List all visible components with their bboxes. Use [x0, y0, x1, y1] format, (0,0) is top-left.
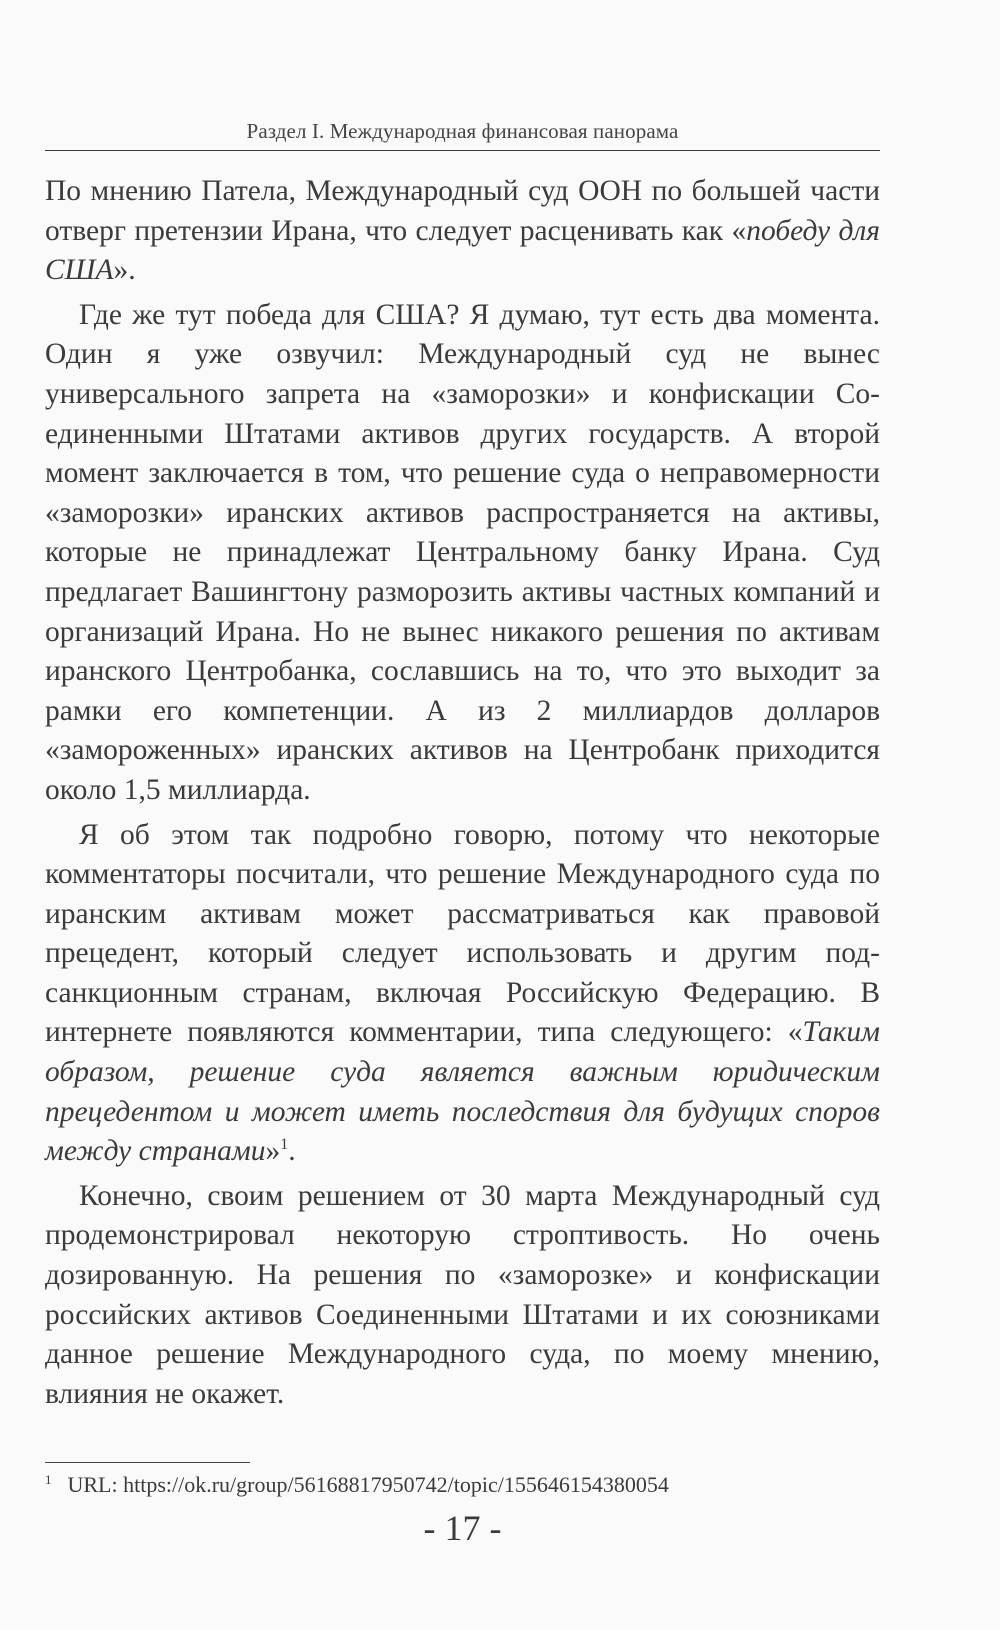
text-run: »: [265, 1135, 281, 1168]
footnote-text: URL: https://ok.ru/group/56168817950742/topic/155646154380054: [67, 1472, 669, 1497]
paragraph-2: [45, 296, 880, 811]
text-run: По мнению Пателa, Международный суд ООН по большей части отверг претензии Ирана, что следует расценивать как «: [45, 175, 880, 247]
paragraph-3: [45, 816, 880, 1172]
paragraph-4: [45, 1177, 880, 1415]
body-text: [45, 172, 880, 1414]
text-run: .: [288, 1135, 296, 1168]
italic-quote: победу для США: [45, 214, 881, 287]
page-number: - 17 -: [423, 1508, 502, 1548]
text-run: Я об этом так подробно говорю, потому что некоторые комментаторы посчитали, что решение Международного суда по иранским активам может рассматриваться как правовой прецедент, который следует использовать и другим подсанкционным странам, включая Российскую Федерацию. В интернете появляются комментарии, типа следующего: «: [45, 818, 880, 1049]
italic-quote: Таким образом, решение суда является важным юридическим прецедентом и может иметь последствия для будущих споров между странами: [45, 1016, 880, 1168]
footnote-reference: 1: [280, 1136, 289, 1154]
text-run: Где же тут победа для США? Я думаю, тут есть два момента. Один я уже озвучил: Международный суд не вынес универсального запрета на «заморозки» и конфискации Соединенными Штатами активов других государств. А второй момент заключается в том, что решение суда о неправомерности «заморозки» иранских активов распространяется на активы, которые не принадлежат Центральному банку Ирана. Суд предлагает Вашингтону разморозить активы частных компаний и организаций Ирана. Но не вынес никакого решения по активам иранского Центробанка, сославшись на то, что это выходит за рамки его компетенции. А из 2 миллиардов долларов «замороженных» иранских активов на Центробанк приходится около 1,5 миллиарда.: [45, 298, 880, 806]
footnote: [45, 1470, 880, 1500]
running-header: Раздел I. Международная финансовая панорама: [246, 119, 679, 143]
text-run: ».: [113, 254, 136, 287]
paragraph-1: [45, 172, 880, 291]
text-run: Конечно, своим решением от 30 марта Международный суд продемонстрировал некоторую строптивость. Но очень дозированную. На решения по «заморозке» и конфискации российских активов Соединенными Штатами и их союзниками данное решение Международного суда, по моему мнению, влияния не окажет.: [45, 1179, 880, 1410]
footnote-rule: [45, 1462, 250, 1463]
footnote-number: 1: [45, 1471, 52, 1487]
header-rule: [45, 150, 880, 151]
